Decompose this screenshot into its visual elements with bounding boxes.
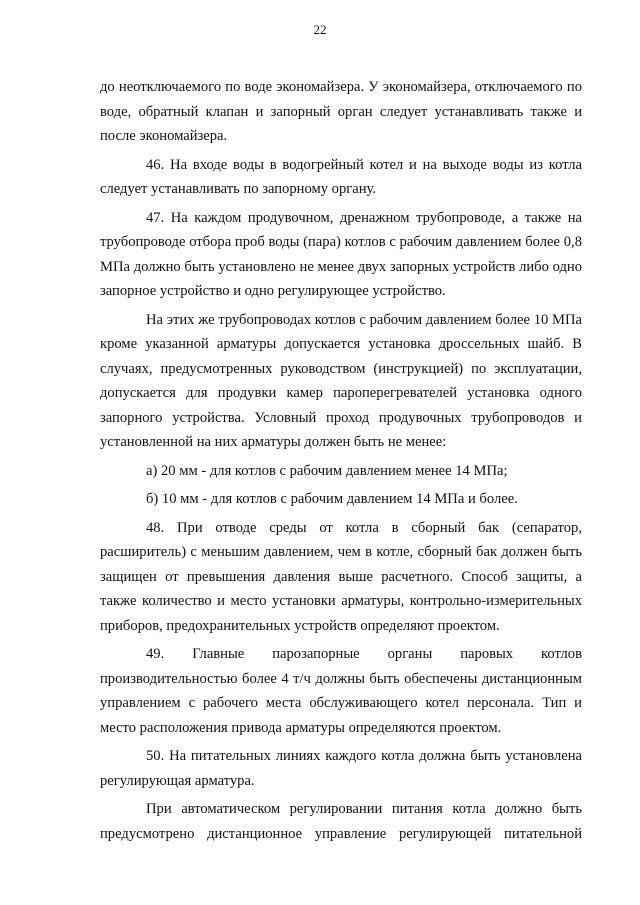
paragraph-46: 46. На входе воды в водогрейный котел и на выходе воды из котла следует устанавливать по запорному органу. [100, 156, 582, 197]
list-item-b: б) 10 мм - для котлов с рабочим давлением 14 МПа и более. [146, 491, 518, 507]
paragraph-48: 48. При отводе среды от котла в сборный бак (сепаратор, расширитель) с меньшим давлением, чем в котле, сборный бак должен быть защищен от превышения давления выше расчетного. Способ защиты, а также количество и место установки арматуры, контрольно-измерительных приборов, предохранительных устройств определяют проектом. [100, 519, 582, 634]
document-body [100, 75, 582, 846]
list-item-a: а) 20 мм - для котлов с рабочим давлением менее 14 МПа; [146, 462, 508, 479]
paragraph-49: 49. Главные парозапорные органы паровых котлов производительностью более 4 т/ч должны быть обеспечены дистанционным управлением с рабочего места обслуживающего котел персонала. Тип и место расположения привода арматуры определяются проектом. [100, 646, 582, 736]
paragraph-47: 47. На каждом продувочном, дренажном трубопроводе, а также на трубопроводе отбора проб воды (пара) котлов с рабочим давлением более 0,8 МПа должно быть установлено не менее двух запорных устройств либо одно запорное устройство и одно регулирующее устройство. [100, 209, 582, 299]
paragraph-50-automatic: При автоматическом регулировании питания котла должно быть предусмотрено дистанционное управление регулирующей питательной [100, 801, 582, 842]
page-number: 22 [313, 22, 327, 37]
paragraph-50: 50. На питательных линиях каждого котла должна быть установлена регулирующая арматура. [100, 748, 582, 789]
paragraph-47-high-pressure: На этих же трубопроводах котлов с рабочим давлением более 10 МПа кроме указанной арматуры допускается установка дроссельных шайб. В случаях, предусмотренных руководством (инструкцией) по эксплуатации, допускается для продувки камер пароперегревателей установка одного запорного устройства. Условный проход продувочных трубопроводов и установленной на них арматуры должен быть не менее: [100, 311, 582, 450]
paragraph-continuation: до неотключаемого по воде экономайзера. У экономайзера, отключаемого по воде, обратный клапан и запорный орган следует устанавливать также и после экономайзера. [100, 79, 582, 144]
